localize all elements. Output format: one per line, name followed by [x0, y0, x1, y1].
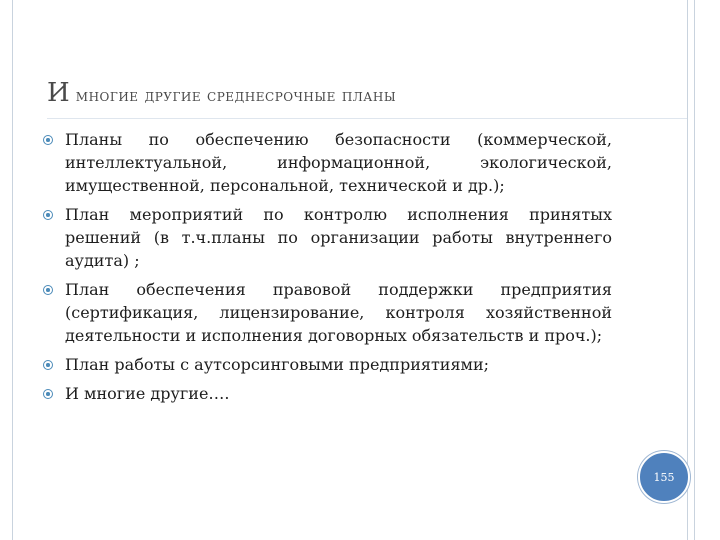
- slide-title-text: многие другие среднесрочные планы: [75, 86, 397, 106]
- list-item: [40, 382, 612, 405]
- slide-title-initial: И: [47, 78, 71, 108]
- list-item-text: План мероприятий по контролю исполнения принятых решений (в т.ч.планы по организации работы внутреннего аудита) ;: [65, 205, 612, 270]
- circle-bullet-icon: [43, 135, 53, 145]
- bullet-list: [40, 128, 612, 411]
- page-number-badge: [638, 451, 690, 503]
- list-item: [40, 203, 612, 272]
- list-item: [40, 278, 612, 347]
- title-divider: [47, 118, 687, 119]
- list-item: [40, 353, 612, 376]
- list-item-text: И многие другие….: [65, 384, 230, 403]
- circle-bullet-icon: [43, 285, 53, 295]
- list-item-text: План обеспечения правовой поддержки предприятия (сертификация, лицензирование, контроля хозяйственной деятельности и исполнения договорных обязательств и проч.);: [65, 280, 612, 345]
- list-item: [40, 128, 612, 197]
- slide-frame-inner-line: [687, 0, 688, 540]
- circle-bullet-icon: [43, 210, 53, 220]
- slide-title: [47, 78, 396, 108]
- list-item-text: Планы по обеспечению безопасности (коммерческой, интеллектуальной, информационной, экологической, имущественной, персональной, технической и др.);: [65, 130, 612, 195]
- list-item-text: План работы с аутсорсинговыми предприятиями;: [65, 355, 490, 374]
- circle-bullet-icon: [43, 389, 53, 399]
- page-number: 155: [653, 470, 675, 484]
- circle-bullet-icon: [43, 360, 53, 370]
